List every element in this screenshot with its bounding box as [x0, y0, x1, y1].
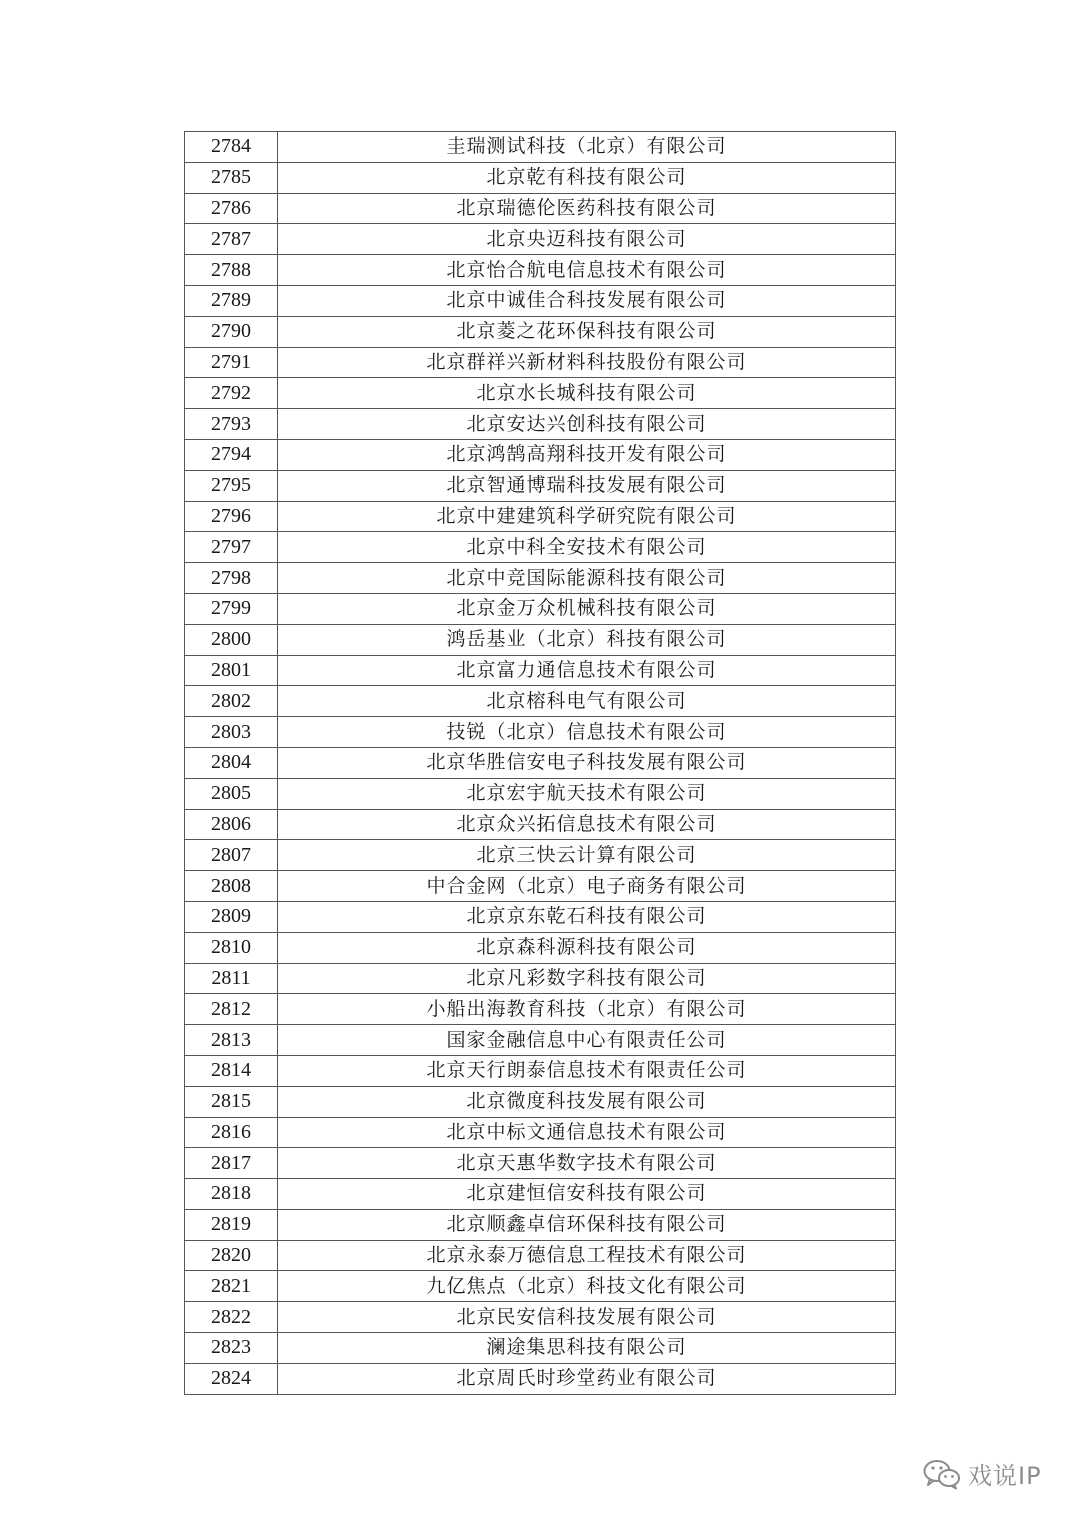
- company-name: 北京水长城科技有限公司: [278, 378, 896, 409]
- table-row: [185, 932, 896, 963]
- table-row: [185, 378, 896, 409]
- company-name: 北京中诚佳合科技发展有限公司: [278, 285, 896, 316]
- company-name: 北京安达兴创科技有限公司: [278, 409, 896, 440]
- company-name: 北京央迈科技有限公司: [278, 224, 896, 255]
- company-name: 北京森科源科技有限公司: [278, 932, 896, 963]
- company-name: 北京富力通信息技术有限公司: [278, 655, 896, 686]
- table-row: [185, 162, 896, 193]
- table-row: [185, 1179, 896, 1210]
- table-row: [185, 1209, 896, 1240]
- company-name: 九亿焦点（北京）科技文化有限公司: [278, 1271, 896, 1302]
- table-row: [185, 686, 896, 717]
- table-row: [185, 778, 896, 809]
- row-number: 2803: [185, 717, 278, 748]
- row-number: 2823: [185, 1333, 278, 1364]
- table-row: [185, 1240, 896, 1271]
- company-name: 北京群祥兴新材料科技股份有限公司: [278, 347, 896, 378]
- table-row: [185, 1271, 896, 1302]
- row-number: 2788: [185, 255, 278, 286]
- table-row: [185, 347, 896, 378]
- table-row: [185, 285, 896, 316]
- row-number: 2824: [185, 1363, 278, 1394]
- row-number: 2818: [185, 1179, 278, 1210]
- company-name: 北京中科全安技术有限公司: [278, 532, 896, 563]
- company-name: 北京顺鑫卓信环保科技有限公司: [278, 1209, 896, 1240]
- table-row: [185, 871, 896, 902]
- table-row: [185, 1055, 896, 1086]
- row-number: 2820: [185, 1240, 278, 1271]
- company-name: 技锐（北京）信息技术有限公司: [278, 717, 896, 748]
- row-number: 2791: [185, 347, 278, 378]
- company-name: 中合金网（北京）电子商务有限公司: [278, 871, 896, 902]
- company-name: 北京京东乾石科技有限公司: [278, 901, 896, 932]
- row-number: 2816: [185, 1117, 278, 1148]
- company-name: 北京永泰万德信息工程技术有限公司: [278, 1240, 896, 1271]
- company-name: 北京建恒信安科技有限公司: [278, 1179, 896, 1210]
- row-number: 2796: [185, 501, 278, 532]
- company-name: 北京中建建筑科学研究院有限公司: [278, 501, 896, 532]
- table-row: [185, 255, 896, 286]
- table-row: [185, 655, 896, 686]
- company-name: 北京周氏时珍堂药业有限公司: [278, 1363, 896, 1394]
- row-number: 2813: [185, 1025, 278, 1056]
- table-row: [185, 840, 896, 871]
- company-list-table: [184, 131, 896, 1395]
- table-row: [185, 747, 896, 778]
- wechat-icon: [922, 1458, 962, 1490]
- table-row: [185, 1363, 896, 1394]
- row-number: 2786: [185, 193, 278, 224]
- table-row: [185, 717, 896, 748]
- company-name: 北京天惠华数字技术有限公司: [278, 1148, 896, 1179]
- row-number: 2804: [185, 747, 278, 778]
- table-row: [185, 316, 896, 347]
- row-number: 2789: [185, 285, 278, 316]
- row-number: 2819: [185, 1209, 278, 1240]
- row-number: 2812: [185, 994, 278, 1025]
- company-name: 北京金万众机械科技有限公司: [278, 593, 896, 624]
- row-number: 2822: [185, 1302, 278, 1333]
- company-name: 北京中标文通信息技术有限公司: [278, 1117, 896, 1148]
- company-name: 北京凡彩数字科技有限公司: [278, 963, 896, 994]
- row-number: 2814: [185, 1055, 278, 1086]
- row-number: 2784: [185, 132, 278, 163]
- table-row: [185, 994, 896, 1025]
- company-name: 鸿岳基业（北京）科技有限公司: [278, 624, 896, 655]
- table-row: [185, 1086, 896, 1117]
- company-name: 圭瑞测试科技（北京）有限公司: [278, 132, 896, 163]
- row-number: 2807: [185, 840, 278, 871]
- company-name: 北京怡合航电信息技术有限公司: [278, 255, 896, 286]
- row-number: 2802: [185, 686, 278, 717]
- company-name: 北京榕科电气有限公司: [278, 686, 896, 717]
- row-number: 2799: [185, 593, 278, 624]
- watermark-text: 戏说IP: [968, 1462, 1042, 1490]
- row-number: 2797: [185, 532, 278, 563]
- row-number: 2792: [185, 378, 278, 409]
- row-number: 2808: [185, 871, 278, 902]
- row-number: 2794: [185, 439, 278, 470]
- company-name: 北京三快云计算有限公司: [278, 840, 896, 871]
- table-row: [185, 901, 896, 932]
- row-number: 2821: [185, 1271, 278, 1302]
- company-name: 北京众兴拓信息技术有限公司: [278, 809, 896, 840]
- company-name: 国家金融信息中心有限责任公司: [278, 1025, 896, 1056]
- row-number: 2817: [185, 1148, 278, 1179]
- company-name: 北京华胜信安电子科技发展有限公司: [278, 747, 896, 778]
- table-row: [185, 624, 896, 655]
- table-row: [185, 1333, 896, 1364]
- row-number: 2798: [185, 563, 278, 594]
- company-name: 北京宏宇航天技术有限公司: [278, 778, 896, 809]
- row-number: 2809: [185, 901, 278, 932]
- row-number: 2793: [185, 409, 278, 440]
- table-row: [185, 1148, 896, 1179]
- company-name: 北京智通博瑞科技发展有限公司: [278, 470, 896, 501]
- row-number: 2806: [185, 809, 278, 840]
- table-row: [185, 439, 896, 470]
- company-name: 澜途集思科技有限公司: [278, 1333, 896, 1364]
- table-row: [185, 1302, 896, 1333]
- company-name: 小船出海教育科技（北京）有限公司: [278, 994, 896, 1025]
- table-row: [185, 563, 896, 594]
- company-name: 北京鸿鹄高翔科技开发有限公司: [278, 439, 896, 470]
- row-number: 2787: [185, 224, 278, 255]
- table-row: [185, 963, 896, 994]
- row-number: 2785: [185, 162, 278, 193]
- company-name: 北京菱之花环保科技有限公司: [278, 316, 896, 347]
- row-number: 2811: [185, 963, 278, 994]
- watermark: [922, 1456, 1042, 1491]
- row-number: 2805: [185, 778, 278, 809]
- table-row: [185, 809, 896, 840]
- table-row: [185, 1025, 896, 1056]
- table-row: [185, 193, 896, 224]
- table-row: [185, 532, 896, 563]
- company-name: 北京瑞德伦医药科技有限公司: [278, 193, 896, 224]
- row-number: 2790: [185, 316, 278, 347]
- company-name: 北京民安信科技发展有限公司: [278, 1302, 896, 1333]
- company-name: 北京微度科技发展有限公司: [278, 1086, 896, 1117]
- table-row: [185, 501, 896, 532]
- table-row: [185, 470, 896, 501]
- table-row: [185, 593, 896, 624]
- table-row: [185, 132, 896, 163]
- table-row: [185, 1117, 896, 1148]
- row-number: 2800: [185, 624, 278, 655]
- table-body: [185, 132, 896, 1395]
- table-row: [185, 409, 896, 440]
- company-name: 北京中竞国际能源科技有限公司: [278, 563, 896, 594]
- row-number: 2815: [185, 1086, 278, 1117]
- row-number: 2810: [185, 932, 278, 963]
- company-name: 北京天行朗泰信息技术有限责任公司: [278, 1055, 896, 1086]
- row-number: 2801: [185, 655, 278, 686]
- company-name: 北京乾有科技有限公司: [278, 162, 896, 193]
- row-number: 2795: [185, 470, 278, 501]
- table-row: [185, 224, 896, 255]
